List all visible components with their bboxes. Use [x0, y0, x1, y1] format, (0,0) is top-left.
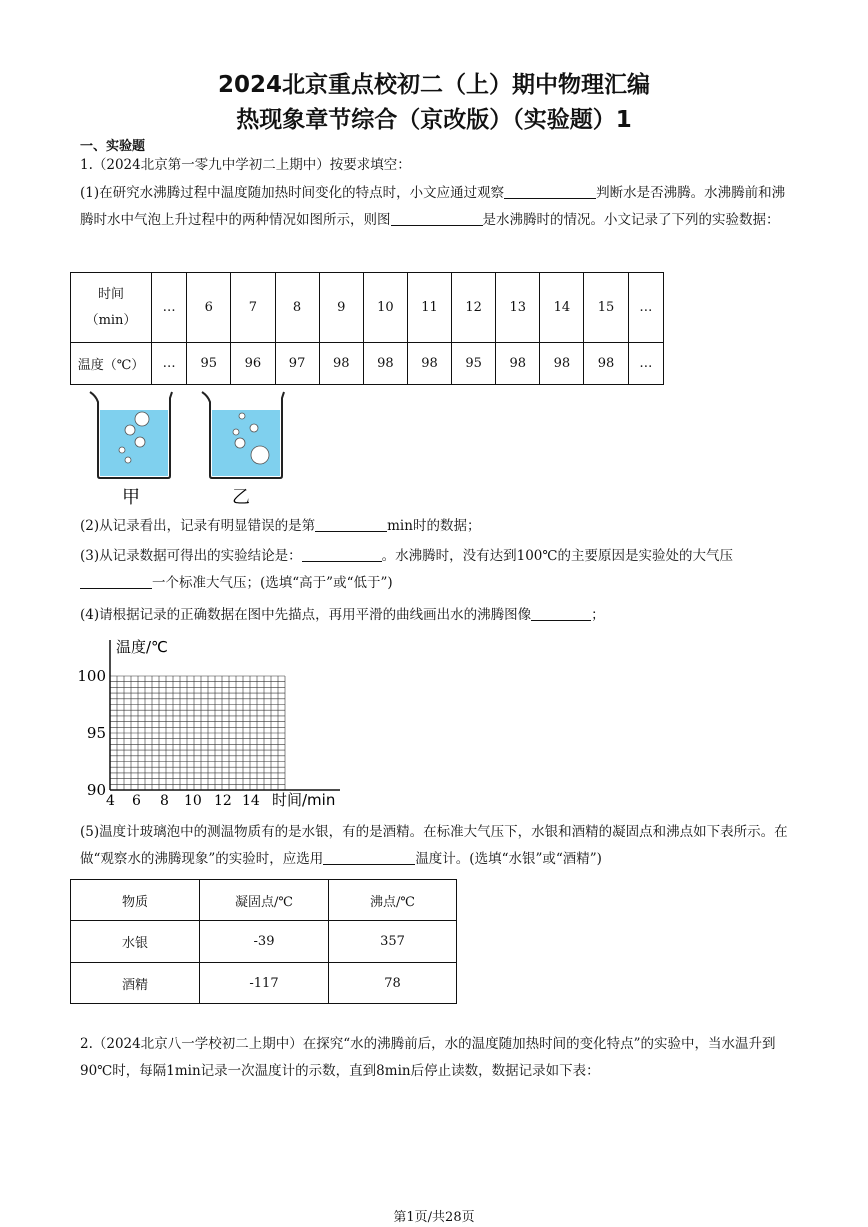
q1-part1-text-b: 判断水是否沸腾。水沸腾前和沸腾时水中气泡上升过程中的两种情况如图所示，则图 — [80, 185, 786, 228]
time-cell: … — [152, 273, 187, 343]
q2-text: 2.（2024北京八一学校初二上期中）在探究“水的沸腾前后，水的温度随加热时间的变化特点”的实验中，当水温升到90℃时，每隔1min记录一次温度计的示数，直到8min后停止读数，数据记录如下表： — [80, 1036, 776, 1079]
page-number: 第1页/共28页 — [393, 1210, 475, 1225]
q1-part3-text-a: (3)从记录数据可得出的实验结论是： — [80, 548, 302, 564]
freezing-header: 凝固点/℃ — [200, 880, 329, 921]
table-row-time — [71, 273, 664, 343]
substance-table — [70, 879, 457, 1004]
time-cell: 9 — [319, 273, 363, 343]
y-tick: 95 — [86, 724, 106, 742]
time-cell: 6 — [187, 273, 231, 343]
answer-blank-7[interactable] — [323, 849, 415, 865]
x-tick: 14 — [242, 793, 260, 809]
beaker-yi — [202, 392, 284, 508]
temp-cell: 96 — [231, 343, 275, 385]
answer-blank-3[interactable] — [315, 516, 387, 532]
y-tick: 100 — [77, 667, 106, 685]
table-row — [71, 921, 457, 963]
q1-part3 — [80, 543, 795, 597]
time-cell: 14 — [540, 273, 584, 343]
graph-grid — [110, 676, 285, 790]
q1-part2-text-a: (2)从记录看出，记录有明显错误的是第 — [80, 518, 316, 534]
temp-cell: 98 — [496, 343, 540, 385]
freezing-point: -39 — [200, 921, 329, 963]
time-cell: … — [628, 273, 663, 343]
time-cell: 12 — [452, 273, 496, 343]
time-cell: 8 — [275, 273, 319, 343]
time-cell: 13 — [496, 273, 540, 343]
temp-cell: 98 — [407, 343, 451, 385]
answer-blank-4[interactable] — [302, 546, 382, 562]
q1-part4 — [80, 602, 795, 629]
temp-cell: 97 — [275, 343, 319, 385]
time-label-cell — [71, 273, 152, 343]
graph-y-label: 温度/℃ — [116, 638, 168, 656]
answer-blank-1[interactable] — [504, 183, 596, 199]
table-row-temp — [71, 343, 664, 385]
table-row — [71, 963, 457, 1004]
q1-part5-text-b: 温度计。(选填“水银”或“酒精”) — [415, 851, 602, 867]
temp-cell: … — [152, 343, 187, 385]
q1-part5-text-a: (5)温度计玻璃泡中的测温物质有的是水银，有的是酒精。在标准大气压下，水银和酒精的凝固点和沸点如下表所示。在做“观察水的沸腾现象”的实验时，应选用 — [80, 824, 788, 867]
time-cell: 10 — [363, 273, 407, 343]
q1-part1-text-c: 是水沸腾时的情况。小文记录了下列的实验数据： — [482, 212, 780, 228]
temp-cell: 98 — [319, 343, 363, 385]
q1-part1-text-a: (1)在研究水沸腾过程中温度随加热时间变化的特点时，小文应通过观察 — [80, 185, 505, 201]
time-label: 时间 — [97, 286, 124, 302]
x-tick: 6 — [132, 793, 141, 809]
temp-cell: 98 — [363, 343, 407, 385]
q1-part3-text-b: 。水沸腾时，没有达到100℃的主要原因是实验处的大气压 — [381, 548, 733, 564]
q1-part3-text-c: 一个标准大气压；(选填“高于”或“低于”) — [152, 575, 393, 591]
answer-blank-2[interactable] — [391, 210, 483, 226]
temp-cell: 95 — [452, 343, 496, 385]
temp-cell: … — [628, 343, 663, 385]
q1-intro: 1.（2024北京第一零九中学初二上期中）按要求填空： — [80, 157, 411, 173]
substance-name: 水银 — [71, 921, 200, 963]
x-tick: 8 — [160, 793, 169, 809]
q1-part5 — [80, 819, 795, 873]
x-tick: 12 — [214, 793, 232, 809]
data-table — [70, 272, 664, 385]
substance-name: 酒精 — [71, 963, 200, 1004]
x-tick: 4 — [106, 793, 115, 809]
boiling-header: 沸点/℃ — [329, 880, 457, 921]
doc-title-line2: 热现象章节综合（京改版）（实验题）1 — [236, 107, 632, 133]
boiling-point: 78 — [329, 963, 457, 1004]
temp-cell: 95 — [187, 343, 231, 385]
beaker-label-yi: 乙 — [232, 487, 250, 508]
time-cell: 7 — [231, 273, 275, 343]
beakers-figure — [86, 388, 296, 510]
x-tick: 10 — [184, 793, 202, 809]
beaker-label-jia: 甲 — [122, 487, 140, 508]
q1-part4-text-b: ； — [591, 607, 605, 623]
y-tick: 90 — [86, 781, 106, 799]
time-cell: 15 — [584, 273, 628, 343]
q1-part4-text-a: (4)请根据记录的正确数据在图中先描点，再用平滑的曲线画出水的沸腾图像 — [80, 607, 532, 623]
temp-cell: 98 — [540, 343, 584, 385]
time-cell: 11 — [407, 273, 451, 343]
q1-part2 — [80, 513, 795, 540]
time-unit: （min） — [85, 312, 137, 328]
graph-x-label: 时间/min — [272, 791, 336, 809]
temp-label: 温度（℃） — [71, 343, 152, 385]
freezing-point: -117 — [200, 963, 329, 1004]
q1-part2-text-b: min时的数据； — [387, 518, 481, 534]
temp-cell: 98 — [584, 343, 628, 385]
doc-title-line1: 2024北京重点校初二（上）期中物理汇编 — [217, 72, 650, 98]
answer-blank-5[interactable] — [80, 573, 152, 589]
boiling-graph — [70, 632, 360, 812]
answer-blank-6[interactable] — [531, 605, 591, 621]
table-row — [71, 880, 457, 921]
substance-header: 物质 — [71, 880, 200, 921]
section-heading: 一、实验题 — [80, 139, 146, 154]
boiling-point: 357 — [329, 921, 457, 963]
q1-part1 — [80, 180, 795, 234]
beaker-jia — [90, 392, 172, 508]
